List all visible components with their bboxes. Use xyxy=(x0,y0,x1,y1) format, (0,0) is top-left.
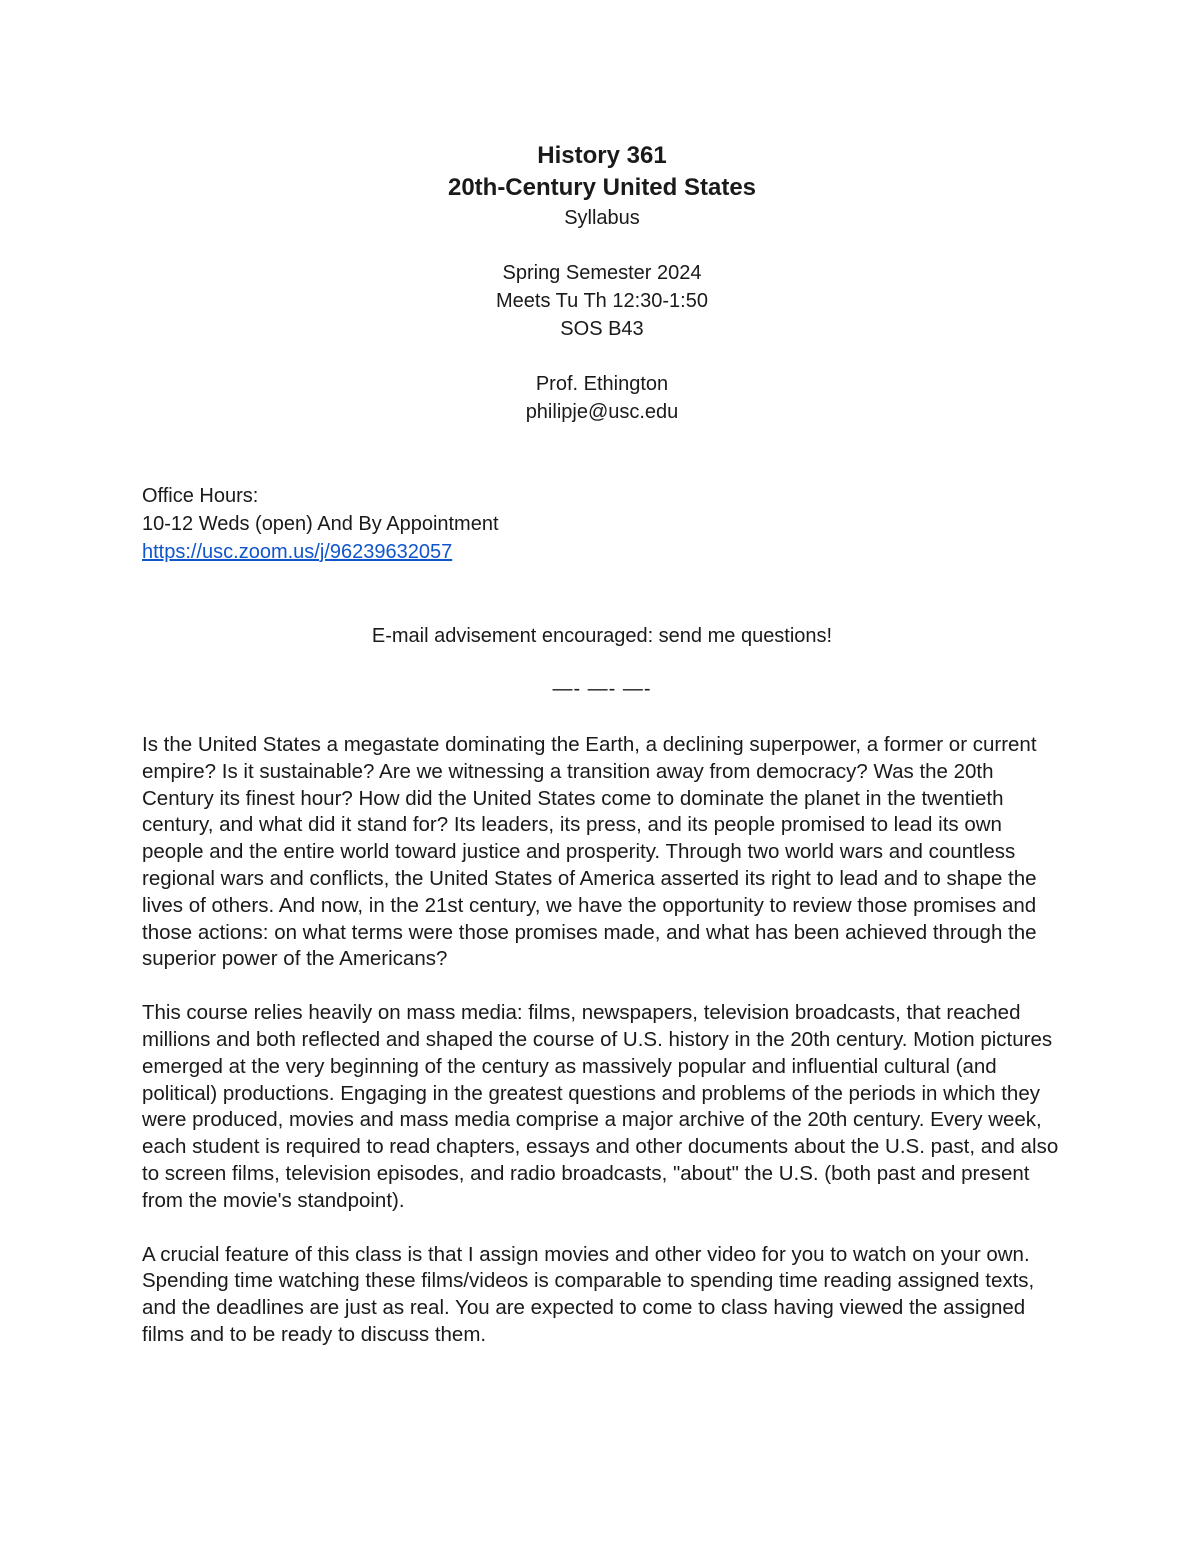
syllabus-page xyxy=(142,140,1062,1349)
office-hours-schedule: 10-12 Weds (open) And By Appointment xyxy=(142,513,499,535)
professor-name: Prof. Ethington xyxy=(535,373,669,395)
office-hours-label: Office Hours: xyxy=(142,485,259,507)
zoom-link[interactable]: https://usc.zoom.us/j/96239632057 xyxy=(142,541,453,563)
professor-email: philipje@usc.edu xyxy=(525,401,679,423)
meeting-time: Meets Tu Th 12:30-1:50 xyxy=(496,290,708,312)
semester: Spring Semester 2024 xyxy=(502,262,702,284)
course-number: History 361 xyxy=(537,142,667,169)
document-type: Syllabus xyxy=(564,207,640,229)
advisement-note: E-mail advisement encouraged: send me questions! xyxy=(371,625,833,647)
mass-media-paragraph: This course relies heavily on mass media: films, newspapers, television broadcasts, that reached millions and both reflected and shaped the course of U.S. history in the 20th century. Motion pictures emerged at the very beginning of the century as massively popular and influential cultural (and political) productions. Engaging in the greatest questions and problems of the periods in which they were produced, movies and mass media comprise a major archive of the 20th century. Every week, each student is required to read chapters, essays and other documents about the U.S. past, and also to screen films, television episodes, and radio broadcasts, "about" the U.S. (both past and present from the movie's standpoint). xyxy=(142,1001,1059,1212)
office-hours xyxy=(142,482,1062,566)
film-viewing-paragraph: A crucial feature of this class is that I assign movies and other video for you to watch on your own. Spending time watching these films/videos is comparable to spending time reading assigned texts, and the deadlines are just as real. You are expected to come to class having viewed the assigned films and to be ready to discuss them. xyxy=(142,1242,1035,1346)
syllabus-header xyxy=(142,140,1062,426)
section-separator: —- —- —- xyxy=(552,678,652,700)
intro-paragraph: Is the United States a megastate dominating the Earth, a declining superpower, a former or current empire? Is it sustainable? Are we witnessing a transition away from democracy? Was the 20th Century its finest hour? How did the United States come to dominate the planet in the twentieth century, and what did it stand for? Its leaders, its press, and its people promised to lead its own people and the entire world toward justice and prosperity. Through two world wars and countless regional wars and conflicts, the United States of America asserted its right to lead and to shape the lives of others. And now, in the 21st century, we have the opportunity to review those promises and those actions: on what terms were those promises made, and what has been achieved through the superior power of the Americans? xyxy=(142,733,1037,971)
course-title: 20th-Century United States xyxy=(447,174,757,201)
room: SOS B43 xyxy=(560,318,644,340)
